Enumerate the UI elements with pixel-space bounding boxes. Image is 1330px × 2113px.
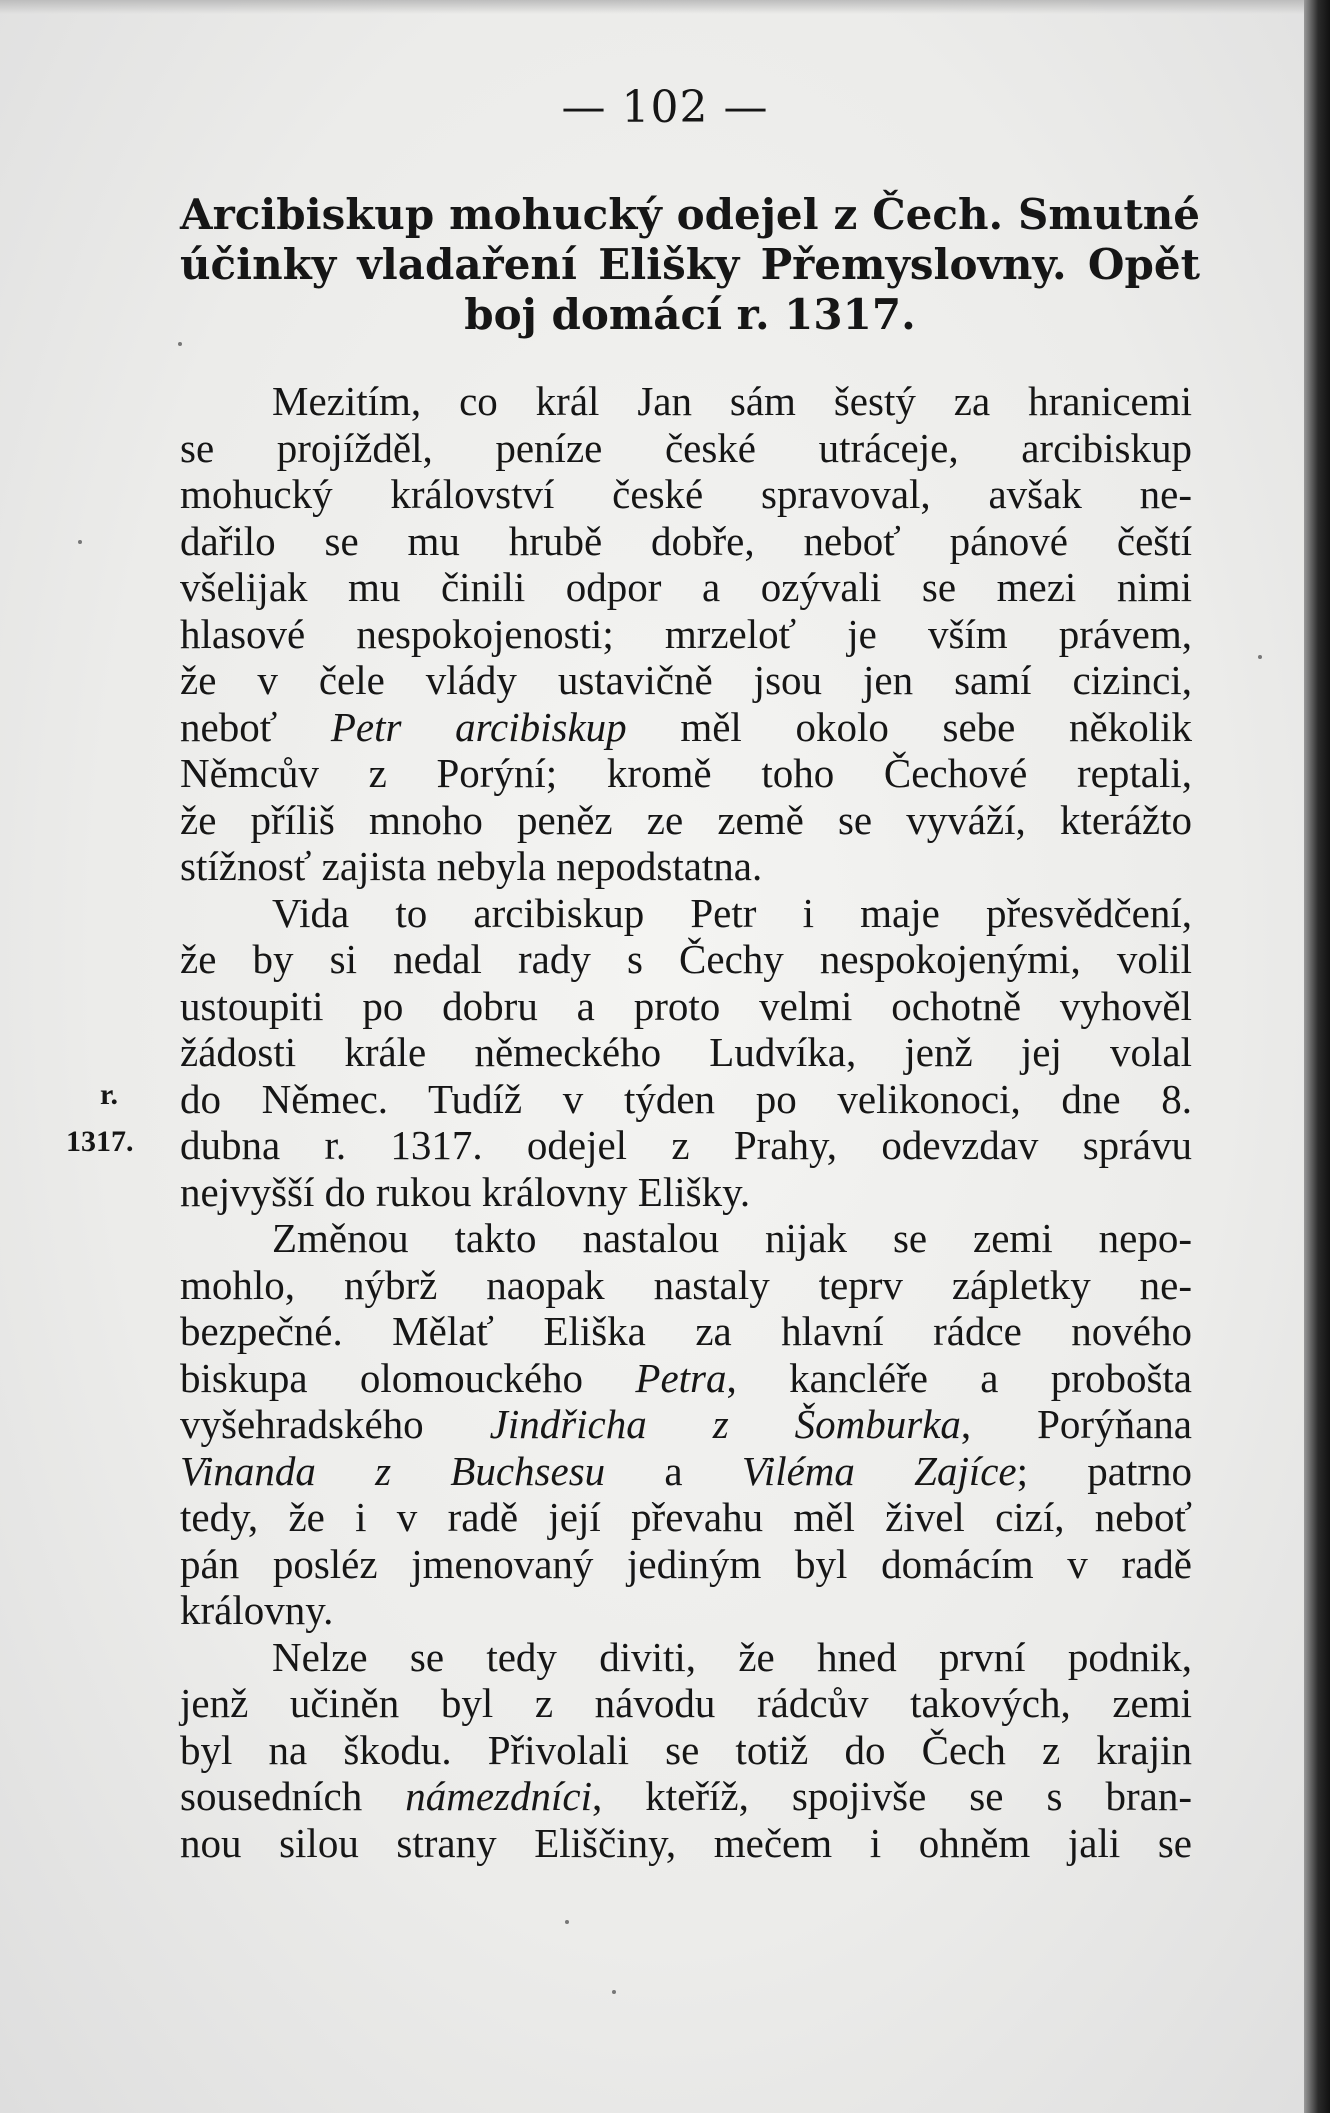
text-line: že by si nedal rady s Čechy nespokojenými, volil [180,936,1192,982]
text-fragment: , kancléře a proboštа [726,1354,1192,1401]
text-line: tedy, že i v radě její převahu měl živel cizí, neboť [180,1494,1192,1540]
text-line [180,1773,1192,1820]
text-line: jenž učiněn byl z návodu rádcův takových, zemi [180,1680,1192,1726]
text-line: bezpečné. Mělať Eliška za hlavní rádce nového [180,1308,1192,1354]
margin-note-year-prefix: r. [100,1078,119,1111]
text-fragment: a [605,1447,742,1494]
text-line: mohucký království české spravoval, avšak ne- [180,471,1192,517]
text-fragment: ; patrno [1016,1447,1193,1494]
text-fragment: biskupa olomouckého [180,1354,636,1401]
text-line: nou silou strany Eliščiny, mečem i ohněm jali se [180,1819,1192,1866]
italic-name: Jindřicha z Šomburka [489,1401,961,1447]
text-fragment: vyšehradského [180,1401,490,1447]
text-line [180,704,1192,751]
text-line: žádosti krále německého Ludvíka, jenž jej volal [180,1029,1192,1075]
text-fragment: neboť [180,703,331,750]
text-line: Změnou takto nastalou nijak se zemi nepo- [272,1215,1192,1261]
heading-line: boj domácí r. 1317. [464,290,916,339]
paper-speck [78,540,82,544]
text-line [180,1448,1192,1495]
margin-note-year: 1317. [66,1125,134,1158]
text-line: ustoupiti po dobru a proto velmi ochotně vyhověl [180,982,1192,1029]
body-text [180,378,1192,1866]
text-line: dařilo se mu hrubě dobře, neboť pánové čeští [180,517,1192,564]
text-line: královny. [180,1587,334,1633]
text-line: že příliš mnoho peněz ze země se vyváží, kterážto [180,796,1192,843]
text-fragment: měl okolo sebe několik [626,703,1193,750]
paper-speck [565,1920,569,1924]
page-binding-edge [1304,0,1330,2113]
heading-line: Arcibiskup mohucký odejel z Čech. Smutné [180,190,1200,239]
text-line: že v čele vlády ustavičně jsou jen samí cizinci, [180,657,1192,703]
italic-name: Viléma Zajíce [741,1447,1017,1494]
chapter-heading [180,190,1200,340]
text-line [180,1401,1192,1448]
text-line: hlasové nespokojenosti; mrzeloť je vším právem, [180,610,1192,657]
italic-name: Petra [635,1354,727,1401]
page-top-shadow [0,0,1330,14]
text-fragment: sousedních [180,1773,406,1819]
text-line: mohlo, nýbrž naopak nastaly teprv zápletky ne- [180,1261,1192,1308]
text-line: byl na škodu. Přivolali se totiž do Čech z krajin [180,1726,1192,1773]
text-line: stížnosť zajista nebyla nepodstatna. [180,843,763,889]
text-fragment: , Porýňana [960,1401,1192,1447]
text-line: Němcův z Porýní; kromě toho Čechové reptali, [180,750,1192,796]
italic-name: Petr arcibiskup [330,703,627,750]
italic-word: námezdníci [405,1773,592,1819]
text-line: pán posléz jmenovaný jediným byl domácím v radě [180,1540,1192,1587]
text-line: do Němec. Tudíž v týden po velikonoci, dne 8. [180,1075,1192,1122]
text-line: Vida to arcibiskup Petr i maje přesvědčení, [272,889,1192,936]
paper-speck [178,342,182,346]
text-line [180,1355,1192,1402]
text-line: se projížděl, peníze české utráceje, arcibiskup [180,424,1192,471]
italic-name: Vinanda z Buchsesu [180,1447,606,1494]
page-number: — 102 — [561,82,769,133]
text-line: dubna r. 1317. odejel z Prahy, odevzdav správu [180,1122,1192,1168]
paper-speck [1258,655,1262,659]
text-line: Nelze se tedy diviti, že hned první podnik, [272,1633,1192,1680]
text-line: Mezitím, co král Jan sám šestý za hranicemi [272,378,1192,424]
text-line: nejvyšší do rukou královny Elišky. [180,1168,751,1215]
heading-line: účinky vladaření Elišky Přemyslovny. Opět [180,240,1200,289]
paper-speck [612,1990,616,1994]
text-fragment: , kteříž, spojivše se s bran- [591,1773,1192,1819]
text-line: všelijak mu činili odpor a ozývali se mezi nimi [180,564,1192,610]
